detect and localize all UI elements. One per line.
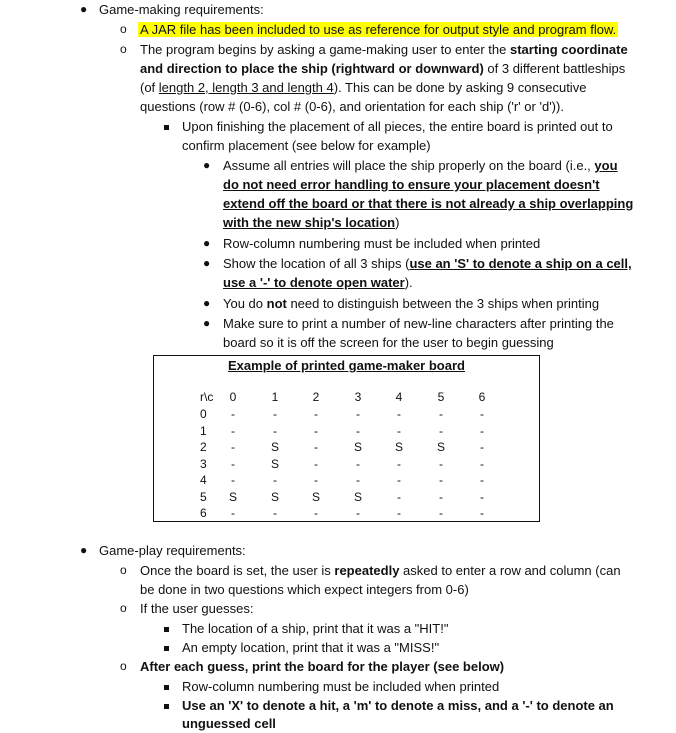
text-run: Once the board is set, the user is (140, 563, 335, 578)
bullet-circle-icon: o (120, 42, 127, 56)
board-cell: - (397, 473, 401, 487)
bullet-square-icon (164, 685, 169, 690)
board-cell: - (356, 473, 360, 487)
board-cell: - (231, 424, 235, 438)
subitem-hit: The location of a ship, print that it was a "HIT!" (182, 621, 449, 636)
board-cell: - (314, 473, 318, 487)
subitem-miss: An empty location, print that it was a "MISS!" (182, 640, 440, 655)
bold-run: and direction to place the ship (rightward or downward) (140, 61, 484, 76)
highlighted-item (138, 20, 618, 39)
bold-underlined-run: use a '-' to denote open water (223, 275, 405, 290)
board-col-header: 1 (271, 390, 279, 404)
board-cell: - (231, 473, 235, 487)
board-col-header: 4 (395, 390, 403, 404)
board-cell: - (480, 506, 484, 520)
detail-not-distinguish (223, 294, 599, 313)
board-cell: - (314, 424, 318, 438)
board-cell: - (356, 407, 360, 421)
board-row-header: 5 (200, 490, 207, 504)
detail-assume-line3: extend off the board or that there is not already a ship overlapping (223, 196, 634, 211)
item-if-user-guesses: If the user guesses: (140, 601, 254, 616)
subitem-symbols-line1: Use an 'X' to denote a hit, a 'm' to denote a miss, and a '-' to denote an (182, 698, 614, 713)
board-cell: S (228, 490, 237, 504)
board-cell: - (231, 506, 235, 520)
subitem-board-printed-line1: Upon finishing the placement of all pieces, the entire board is printed out to (182, 119, 613, 134)
detail-show-ships-line1 (223, 254, 632, 273)
text-run: ) (395, 215, 400, 230)
text-run: Assume all entries will place the ship properly on the board (i.e., (223, 158, 595, 173)
bold-underlined-run: use an 'S' to denote a ship on a cell, (409, 256, 632, 271)
section-heading-game-play: Game-play requirements: (99, 543, 246, 558)
board-cell: S (270, 440, 279, 454)
board-cell: - (439, 407, 443, 421)
board-cell: S (270, 457, 279, 471)
item-repeatedly-line1 (140, 561, 621, 580)
text-run: ). This can be done by asking 9 consecutive (333, 80, 587, 95)
board-corner-label: r\c (200, 390, 214, 404)
board-row-header: 2 (200, 440, 207, 454)
item-after-each-guess: After each guess, print the board for the player (see below) (140, 659, 505, 674)
bold-underlined-run: you (594, 158, 618, 173)
board-cell: - (314, 506, 318, 520)
board-cell: - (314, 440, 318, 454)
detail-assume-line4 (223, 213, 399, 232)
detail-row-col-numbering: Row-column numbering must be included when printed (223, 236, 541, 251)
text-run: The program begins by asking a game-making user to enter the (140, 42, 510, 57)
board-cell: - (397, 424, 401, 438)
bold-run: repeatedly (334, 563, 400, 578)
board-cell: - (439, 457, 443, 471)
detail-show-ships-line2 (223, 273, 413, 292)
board-cell: - (480, 424, 484, 438)
subitem-numbering: Row-column numbering must be included when printed (182, 679, 500, 694)
board-col-header: 3 (354, 390, 362, 404)
text-run: Show the location of all 3 ships ( (223, 256, 410, 271)
bold-run: not (266, 296, 287, 311)
detail-newlines-line1: Make sure to print a number of new-line characters after printing the (223, 316, 614, 331)
board-row-header: 4 (200, 473, 207, 487)
board-cell: - (480, 457, 484, 471)
board-col-header: 0 (229, 390, 237, 404)
board-cell: - (439, 490, 443, 504)
board-cell: S (353, 490, 362, 504)
board-cell: S (353, 440, 362, 454)
text-run: need to distinguish between the 3 ships when printing (286, 296, 600, 311)
board-cell: - (356, 457, 360, 471)
bullet-circle-icon: o (120, 601, 127, 615)
board-cell: - (397, 490, 401, 504)
bullet-dot-icon: ● (80, 2, 88, 16)
item-repeatedly-line2: be done in two questions which expect integers from 0-6) (140, 582, 469, 597)
bullet-square-icon (164, 627, 169, 632)
board-cell: - (273, 506, 277, 520)
board-cell: - (273, 407, 277, 421)
text-run: asked to enter a row and column (can (399, 563, 621, 578)
board-row-header: 0 (200, 407, 207, 421)
board-cell: - (480, 473, 484, 487)
board-row-header: 6 (200, 506, 207, 520)
section-heading-game-making: Game-making requirements: (99, 2, 264, 17)
text-run: ). (404, 275, 413, 290)
bullet-circle-icon: o (120, 22, 127, 36)
example-board-box (153, 355, 540, 522)
bullet-dot-icon: ● (203, 296, 211, 310)
board-cell: S (311, 490, 320, 504)
detail-assume-line1 (223, 156, 618, 175)
bullet-dot-icon: ● (203, 236, 211, 250)
text-run: of 3 different battleships (483, 61, 626, 76)
item-program-begins-line2 (140, 59, 625, 78)
board-cell: - (480, 490, 484, 504)
bullet-circle-icon: o (120, 563, 127, 577)
bullet-square-icon (164, 125, 169, 130)
board-cell: - (397, 407, 401, 421)
board-cell: - (439, 473, 443, 487)
item-program-begins-line4: questions (row # (0-6), col # (0-6), and orientation for each ship ('r' or 'd')). (140, 99, 564, 114)
board-cell: - (356, 506, 360, 520)
board-col-header: 2 (312, 390, 320, 404)
board-cell: S (394, 440, 403, 454)
board-cell: - (231, 440, 235, 454)
bullet-dot-icon: ● (203, 256, 211, 270)
board-cell: S (270, 490, 279, 504)
underlined-run: length 2, length 3 and length 4 (158, 80, 334, 95)
board-cell: - (480, 407, 484, 421)
bullet-square-icon (164, 646, 169, 651)
board-cell: - (480, 440, 484, 454)
board-cell: - (397, 506, 401, 520)
subitem-symbols-line2: unguessed cell (182, 716, 276, 731)
board-cell: - (273, 424, 277, 438)
board-cell: - (397, 457, 401, 471)
board-cell: - (439, 506, 443, 520)
detail-newlines-line2: board so it is off the screen for the user to begin guessing (223, 335, 554, 350)
board-row-header: 1 (200, 424, 207, 438)
board-cell: - (231, 457, 235, 471)
board-caption: Example of printed game-maker board (228, 358, 465, 373)
board-col-header: 5 (437, 390, 445, 404)
item-program-begins-line1 (140, 40, 628, 59)
detail-assume-line2: do not need error handling to ensure your placement doesn't (223, 177, 600, 192)
board-cell: - (273, 473, 277, 487)
item-program-begins-line3 (140, 78, 586, 97)
bullet-square-icon (164, 704, 169, 709)
highlighted-text: A JAR file has been included to use as reference for output style and program flow. (140, 22, 617, 37)
board-cell: S (436, 440, 445, 454)
bold-underlined-run: with the new ship's location (223, 215, 396, 230)
bullet-circle-icon: o (120, 659, 127, 673)
bullet-dot-icon: ● (203, 158, 211, 172)
bullet-dot-icon: ● (80, 543, 88, 557)
bullet-dot-icon: ● (203, 316, 211, 330)
board-cell: - (231, 407, 235, 421)
text-run: (of (140, 80, 159, 95)
bold-run: starting coordinate (509, 42, 628, 57)
board-row-header: 3 (200, 457, 207, 471)
board-cell: - (439, 424, 443, 438)
board-cell: - (314, 407, 318, 421)
subitem-board-printed-line2: confirm placement (see below for example) (182, 138, 431, 153)
board-cell: - (356, 424, 360, 438)
board-cell: - (314, 457, 318, 471)
board-col-header: 6 (478, 390, 486, 404)
text-run: You do (223, 296, 267, 311)
